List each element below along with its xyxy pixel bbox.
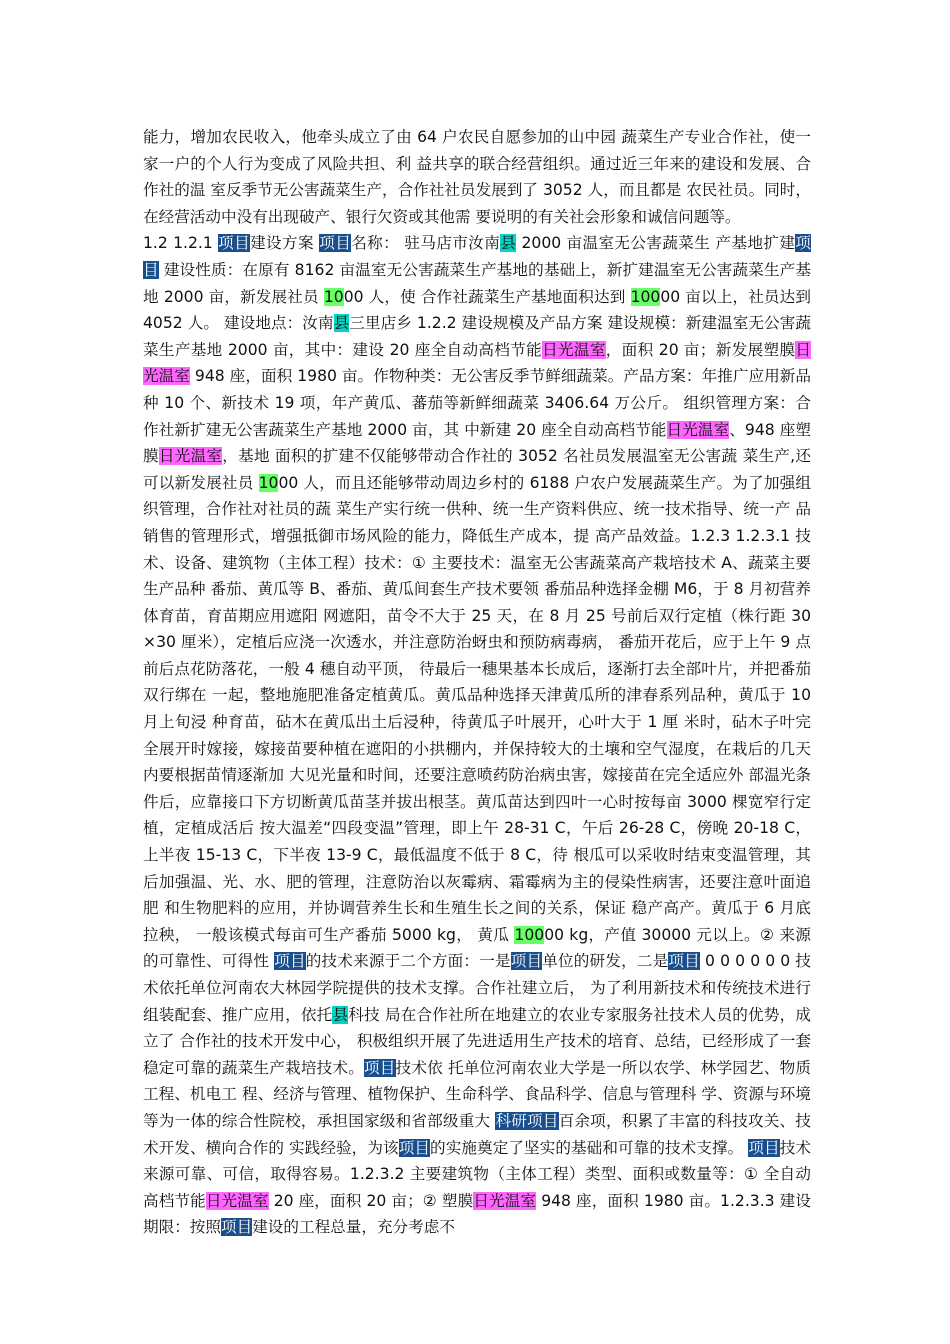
highlighted-term: 项目 [319, 234, 352, 253]
text-run: 948 座，面积 1980 亩。作物种类：无公害反季节鲜细蔬菜。产品方案：年推广应用新品种 10 个、新技术 19 项，年产黄瓜、蕃茄等新鲜细蔬菜 3406.64 万公斤。 组织管理方案：合作社新扩建无公害蔬菜生产基地 2000 亩，其 中新建 20 座全自动高档节能 [143, 367, 811, 439]
text-run: 2000 亩温室无公害蔬菜生 产基地扩建 [516, 234, 796, 253]
text-run: 1.2 1.2.1 [143, 234, 219, 253]
highlighted-term: 100 [514, 925, 545, 944]
highlighted-term: 科研项目 [495, 1111, 559, 1130]
highlighted-term: 日光温室 [666, 420, 730, 439]
text-run: 00 kg，产值 30000 元以上。② 来源的可靠性、可得性 [143, 925, 811, 971]
text-run: 的技术来源于二个方面：一是 [305, 952, 511, 971]
text-run: 技术来源可靠、可信，取得容易。1.2.3.2 主要建筑物（主体工程）类型、面积或数量等：① 全自动高档节能 [143, 1138, 811, 1210]
text-run: 名称： 驻马店市汝南 [351, 234, 501, 253]
text-run: ，基地 面积的扩建不仅能够带动合作社的 3052 名社员发展温室无公害蔬 菜生产,还可以新发展社员 [143, 447, 811, 492]
highlighted-term: 10 [323, 287, 344, 306]
text-run: 、948 座塑膜 [143, 420, 811, 466]
text-run: 技术依 托单位河南农业大学是一所以农学、林学园艺、物质工程、机电工 程、经济与管理、植物保护、生命科学、食品科学、信息与管理科 学、资源与环境等为一体的综合性院校，承担国家级和省部级重大 [143, 1058, 811, 1130]
text-run: 的实施奠定了坚实的基础和可靠的技术支撑。 [430, 1138, 749, 1157]
text-run: 科技 局在合作社所在地建立的农业专家服务社技术人员的优势，成立了 合作社的技术开发中心， 积极组织开展了先进适用生产技术的培育、总结，已经形成了一套稳定可靠的蔬菜生产栽培技术。 [143, 1005, 811, 1077]
highlighted-term: 县 [333, 314, 350, 333]
highlighted-term: 10 [258, 473, 279, 492]
highlighted-term: 日光温室 [143, 340, 811, 386]
highlighted-term: 县 [500, 234, 517, 253]
highlighted-term: 项目 [218, 234, 251, 253]
highlighted-term: 项目 [143, 234, 811, 279]
text-run: 三里店乡 1.2.2 建设规模及产品方案 建设规模：新建温室无公害蔬菜生产基地 2000 亩，其中：建设 20 座全自动高档节能 [143, 314, 811, 359]
highlighted-term: 日光温室 [473, 1191, 537, 1210]
highlighted-term: 县 [332, 1005, 349, 1024]
highlighted-term: 日光温室 [158, 447, 223, 466]
document-page [143, 124, 811, 1241]
paragraph [143, 230, 811, 1241]
highlighted-term: 项目 [510, 952, 543, 971]
highlighted-term: 项目 [748, 1138, 780, 1157]
paragraph [143, 124, 811, 230]
text-run: 00 亩以上，社员达到 4052 人。 建设地点：汝南 [143, 287, 811, 333]
text-run: 百余项，积累了丰富的科技攻关、技术开发、横向合作的 实践经验，为该 [143, 1111, 811, 1157]
highlighted-term: 项目 [220, 1218, 253, 1237]
text-run: 948 座，面积 1980 亩。1.2.3.3 建设期限：按照 [143, 1191, 811, 1237]
text-run: 建设的工程总量，充分考虑不 [252, 1218, 455, 1237]
text-run: 建设方案 [250, 234, 320, 253]
text-run: 00 人，而且还能够带动周边乡村的 6188 户农户发展蔬菜生产。为了加强组织管理，合作社对社员的蔬 菜生产实行统一供种、统一生产资料供应、统一技术指导、统一产 品销售的管理形式，增强抵御市场风险的能力，降低生产成本，提 高产品效益。1.2.3 1.2.3.1 技术、设备、建筑物（主体工程）技术：① 主要技术：温室无公害蔬菜高产栽培技术 A、蔬菜主要生产品种 番茄、黄瓜等 B、番茄、黄瓜间套生产技术要领 番茄品种选择金棚 M6，于 8 月初营养体育苗，育苗期应用遮阳 网遮阳，苗令不大于 25 天，在 8 月 25 号前后双行定植（株行距 30 ×30 厘米），定植后应浇一次透水，并注意防治蚜虫和预防病毒病， 番茄开花后，应于上午 9 点前后点花防落花，一般 4 穗自动平顶， 待最后一穗果基本长成后，逐渐打去全部叶片，并把番茄双行绑在 一起，整地施肥准备定植黄瓜。黄瓜品种选择天津黄瓜所的津春系列品种，黄瓜于 10 月上旬浸 种育苗，砧木在黄瓜出土后浸种，待黄瓜子叶展开，心叶大于 1 厘 米时，砧木子叶完全展开时嫁接，嫁接苗要种植在遮阳的小拱棚内，并保持较大的土壤和空气湿度，在栽后的几天内要根据苗情逐渐加 大见光量和时间，还要注意喷药防治病虫害，嫁接苗在完全适应外 部温光条件后，应靠接口下方切断黄瓜苗茎并拔出根茎。黄瓜苗达到四叶一心时按每亩 3000 棵宽窄行定植，定植成活后 按大温差“四段变温”管理，即上午 28-31 C，午后 26-28 C，傍晚 20-18 C，上半夜 15-13 C，下半夜 13-9 C，最低温度不低于 8 C，待 根瓜可以采收时结束变温管理，其后加强温、光、水、肥的管理，注意防治以灰霉病、霜霉病为主的侵染性病害，还要注意叶面追肥 和生物肥料的应用，并协调营养生长和生殖生长之间的关系，保证 稳产高产。黄瓜于 6 月底拉秧， 一般该模式每亩可生产番茄 5000 kg， 黄瓜 [143, 473, 811, 944]
highlighted-term: 100 [630, 287, 661, 306]
text-run: ，面积 20 亩；新发展塑膜 [605, 340, 796, 359]
highlighted-term: 日光温室 [205, 1191, 269, 1210]
highlighted-term: 项目 [364, 1058, 396, 1077]
text-run: 0 0 0 0 0 0 技术依托单位河南农大林园学院提供的技术支撑。合作社建立后， 为了利用新技术和传统技术进行组装配套、推广应用，依托 [143, 952, 811, 1024]
text-run: 单位的研发，二是 [542, 952, 669, 971]
text-run: 建设性质：在原有 8162 亩温室无公害蔬菜生产基地的基础上，新扩建温室无公害蔬菜生产基地 2000 亩，新发展社员 [143, 260, 811, 306]
text-run: 00 人，使 合作社蔬菜生产基地面积达到 [343, 287, 631, 306]
text-run: 20 座，面积 20 亩；② 塑膜 [268, 1191, 474, 1210]
text-run: 能力，增加农民收入，他牵头成立了由 64 户农民自愿参加的山中园 蔬菜生产专业合作社，使一家一户的个人行为变成了风险共担、利 益共享的联合经营组织。通过近三年来的建设和发展、合作社的温 室反季节无公害蔬菜生产，合作社社员发展到了 3052 人，而且都是 农民社员。同时，在经营活动中没有出现破产、银行欠资或其他需 要说明的有关社会形象和诚信问题等。 [143, 128, 811, 226]
highlighted-term: 项目 [274, 952, 306, 971]
highlighted-term: 日光温室 [542, 340, 606, 359]
highlighted-term: 项目 [398, 1138, 431, 1157]
highlighted-term: 项目 [668, 952, 700, 971]
